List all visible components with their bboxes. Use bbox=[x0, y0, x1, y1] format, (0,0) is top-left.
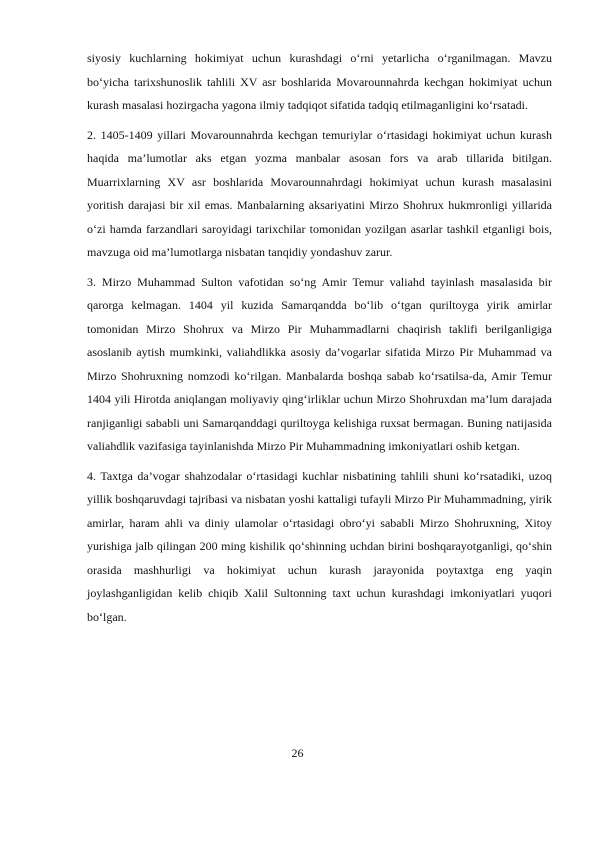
paragraph-1: siyosiy kuchlarning hokimiyat uchun kurashdagi o‘rni yetarlicha o‘rganilmagan. Mavzu bo‘yicha tarixshunoslik tahlili XV asr boshlarida Movarounnahrda kechgan hokimiyat uchun kurash masalasi hozirgacha yagona ilmiy tadqiqot sifatida tadqiq etilmaganligini ko‘rsatadi. bbox=[87, 51, 552, 112]
body-text bbox=[87, 47, 552, 629]
page-number: 26 bbox=[291, 746, 304, 760]
paragraph-4: 4. Taxtga da’vogar shahzodalar o‘rtasidagi kuchlar nisbatining tahlili shuni ko‘rsatadiki, uzoq yillik boshqaruvdagi tajribasi va nisbatan yoshi kattaligi tufayli Mirzo Pir Muhammadning, yirik amirlar, haram ahli va diniy ulamolar o‘rtasidagi obro‘yi sababli Mirzo Shohruxning, Xitoy yurishiga jalb qilingan 200 ming kishilik qo‘shinning uchdan birini boshqarayotganligi, qo‘shin orasida mashhurligi va hokimiyat uchun kurash jarayonida poytaxtga eng yaqin joylashganligidan kelib chiqib Xalil Sultonning taxt uchun kurashdagi imkoniyatlari yuqori bo‘lgan. bbox=[87, 468, 552, 624]
paragraph-2: 2. 1405-1409 yillari Movarounnahrda kechgan temuriylar o‘rtasidagi hokimiyat uchun kurash haqida ma’lumotlar aks etgan yozma manbalar asosan fors va arab tillarida bitilgan. Muarrixlarning XV asr boshlarida Movarounnahrdagi hokimiyat uchun kurash masalasini yoritish darajasi bir xil emas. Manbalarning aksariyatini Mirzo Shohrux hukmronligi yillarida o‘zi hamda farzandlari saroyidagi tarixchilar tomonidan yozilgan asarlar tashkil etganligi bois, mavzuga oid ma’lumotlarga nisbatan tanqidiy yondashuv zarur. bbox=[87, 127, 552, 259]
paragraph-3: 3. Mirzo Muhammad Sulton vafotidan so‘ng Amir Temur valiahd tayinlash masalasida bir qarorga kelmagan. 1404 yil kuzida Samarqandda bo‘lib o‘tgan quriltoyga yirik amirlar tomonidan Mirzo Shohrux va Mirzo Pir Muhammadlarni chaqirish taklifi berilganligiga asoslanib aytish mumkinki, valiahdlikka asosiy da’vogarlar sifatida Mirzo Pir Muhammad va Mirzo Shohruxning nomzodi ko‘rilgan. Manbalarda boshqa sabab ko‘rsatilsa-da, Amir Temur 1404 yili Hirotda aniqlangan moliyaviy qing‘irliklar uchun Mirzo Shohruxdan ma’lum darajada ranjiganligi sababli uni Samarqanddagi quriltoyga kelishiga ruxsat bermagan. Buning natijasida valiahdlik vazifasiga tayinlanishda Mirzo Pir Muhammadning imkoniyatlari oshib ketgan. bbox=[87, 274, 552, 453]
